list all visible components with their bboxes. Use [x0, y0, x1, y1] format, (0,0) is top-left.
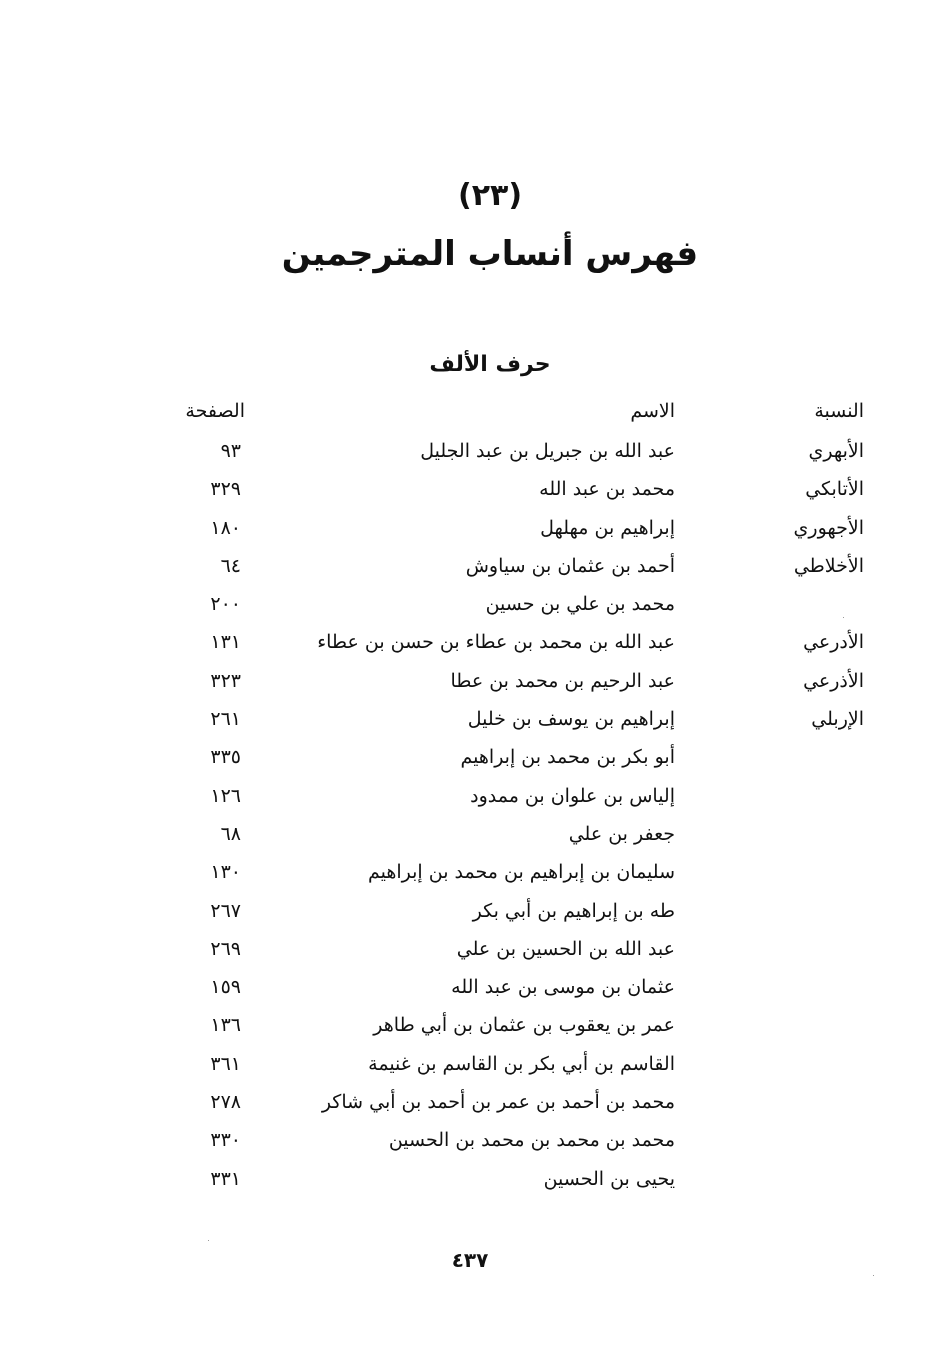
table-row	[0, 1164, 931, 1202]
page-cell: ٢٦١	[210, 708, 241, 731]
page-cell: ٦٨	[220, 822, 241, 845]
table-row	[0, 1049, 931, 1087]
section-heading: حرف الألف	[429, 352, 551, 377]
table-row	[0, 666, 931, 704]
page-cell: ٣٦١	[210, 1052, 241, 1075]
table-row	[0, 1087, 931, 1125]
page-cell: ٣٢٩	[210, 478, 241, 501]
name-cell: القاسم بن أبي بكر بن القاسم بن غنيمة	[368, 1052, 675, 1075]
page-number: ٤٣٧	[451, 1248, 489, 1272]
page-cell: ٢٦٧	[210, 899, 241, 922]
name-cell: محمد بن أحمد بن عمر بن أحمد بن أبي شاكر	[321, 1091, 675, 1114]
column-header-name: الاسم	[630, 400, 675, 422]
table-row	[0, 627, 931, 665]
table-row	[0, 972, 931, 1010]
table-row	[0, 1125, 931, 1163]
page-cell: ٩٣	[220, 440, 241, 462]
nisba-cell: الأجهوري	[793, 516, 864, 539]
table-row	[0, 896, 931, 934]
page-cell: ١٣١	[210, 631, 241, 654]
nisba-cell: الأتابكي	[805, 478, 864, 501]
name-cell: محمد بن عبد الله	[539, 478, 675, 501]
table-row	[0, 589, 931, 627]
name-cell: طه بن إبراهيم بن أبي بكر	[472, 899, 675, 922]
name-cell: عثمان بن موسى بن عبد الله	[451, 976, 675, 999]
table-row	[0, 551, 931, 589]
name-cell: إبراهيم بن يوسف بن خليل	[467, 708, 675, 731]
scan-speck	[873, 1275, 874, 1276]
name-cell: يحيى بن الحسين	[543, 1167, 675, 1190]
table-row	[0, 513, 931, 551]
table-row	[0, 474, 931, 512]
name-cell: جعفر بن علي	[568, 822, 675, 845]
name-cell: محمد بن محمد بن محمد بن الحسين	[388, 1129, 675, 1152]
table-row	[0, 934, 931, 972]
nisba-cell: الأخلاطي	[793, 554, 864, 577]
name-cell: عبد الرحيم بن محمد بن عطا	[450, 669, 675, 692]
name-cell: سليمان بن إبراهيم بن محمد بن إبراهيم	[367, 861, 675, 884]
column-header-nisba: النسبة	[814, 400, 864, 422]
page-cell: ٣٣٠	[210, 1129, 241, 1152]
name-cell: عبد الله بن الحسين بن علي	[456, 937, 675, 960]
page-cell: ٢٠٠	[210, 593, 241, 616]
table-row	[0, 857, 931, 895]
table-row	[0, 704, 931, 742]
page-cell: ٦٤	[220, 554, 241, 577]
page-cell: ١٣٦	[210, 1014, 241, 1037]
scan-speck	[843, 617, 844, 618]
page-cell: ٣٣٥	[210, 746, 241, 769]
chapter-number: (٢٣)	[457, 178, 523, 213]
nisba-cell: الإربلي	[811, 708, 864, 731]
page-cell: ١٨٠	[210, 516, 241, 539]
name-cell: إبراهيم بن مهلهل	[540, 516, 675, 539]
page-cell: ٣٢٣	[210, 669, 241, 692]
table-row	[0, 781, 931, 819]
page-cell: ٢٧٨	[210, 1091, 241, 1114]
chapter-title: فهرس أنساب المترجمين	[281, 234, 699, 274]
page-cell: ٢٦٩	[210, 937, 241, 960]
name-cell: عمر بن يعقوب بن عثمان بن أبي طاهر	[373, 1014, 675, 1037]
column-header-page: الصفحة	[185, 400, 245, 422]
index-table	[0, 436, 931, 1202]
scan-speck	[208, 1240, 209, 1241]
name-cell: محمد بن علي بن حسين	[485, 593, 675, 616]
name-cell: عبد الله بن محمد بن عطاء بن حسن بن عطاء	[317, 631, 675, 654]
table-row	[0, 1010, 931, 1048]
name-cell: أحمد بن عثمان بن سياوش	[465, 554, 675, 577]
page-cell: ١٣٠	[210, 861, 241, 884]
table-row	[0, 436, 931, 474]
table-row	[0, 819, 931, 857]
name-cell: أبو بكر بن محمد بن إبراهيم	[460, 746, 675, 769]
nisba-cell: الأذرعي	[803, 669, 864, 692]
nisba-cell: الأبهري	[808, 440, 864, 462]
page-cell: ١٥٩	[210, 976, 241, 999]
page-cell: ٣٣١	[210, 1167, 241, 1190]
page-cell: ١٢٦	[210, 784, 241, 807]
table-row	[0, 742, 931, 780]
name-cell: عبد الله بن جبريل بن عبد الجليل	[420, 440, 675, 462]
name-cell: إلياس بن علوان بن ممدود	[470, 784, 675, 807]
nisba-cell: الأدرعي	[803, 631, 864, 654]
